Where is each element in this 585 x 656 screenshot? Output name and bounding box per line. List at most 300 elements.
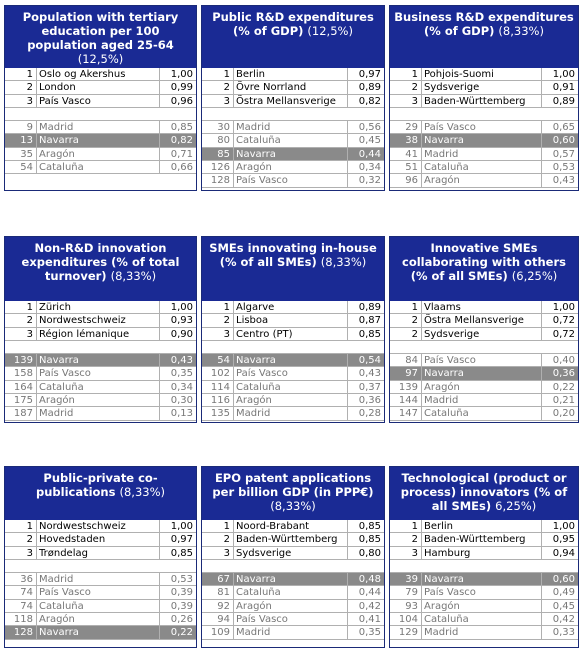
table-row <box>202 600 384 613</box>
rank-cell: 3 <box>202 328 234 340</box>
value-cell: 0,56 <box>358 122 381 134</box>
table-row <box>390 95 578 108</box>
indicator-panel <box>4 466 197 648</box>
rank-cell: 2 <box>390 81 422 93</box>
region-cell: Aragón <box>37 148 160 160</box>
region-cell: Trøndelag <box>37 547 160 559</box>
rank-cell: 97 <box>390 367 422 379</box>
region-cell: Centro (PT) <box>234 328 348 340</box>
value-cell: 0,36 <box>552 368 575 380</box>
indicator-title: Non-R&D innovation expenditures (% of total turnover) <box>21 241 180 283</box>
table-row <box>390 121 578 134</box>
rank-cell: 147 <box>390 407 422 419</box>
value-cell: 0,85 <box>358 534 381 546</box>
indicator-weight: (8,33%) <box>498 24 544 38</box>
table-row <box>390 381 578 394</box>
value-cell: 0,94 <box>552 547 575 559</box>
rank-cell: 2 <box>390 314 422 326</box>
value-cell: 1,00 <box>170 521 193 532</box>
value-cell: 0,26 <box>170 614 193 626</box>
rank-cell: 1 <box>202 68 234 80</box>
region-cell: País Vasco <box>234 174 348 186</box>
value-cell: 0,57 <box>552 148 575 160</box>
value-cell: 0,21 <box>552 395 575 407</box>
value-cell: 0,44 <box>358 587 381 599</box>
region-cell: Madrid <box>234 626 348 638</box>
rank-cell: 144 <box>390 394 422 406</box>
indicator-weight: (8,33%) <box>320 255 367 269</box>
region-cell: Zürich <box>37 301 160 313</box>
table-row <box>390 407 578 420</box>
table-row <box>202 547 384 560</box>
indicator-title: Population with tertiary education per 100 population aged 25-64 <box>22 10 179 52</box>
rank-cell: 175 <box>5 394 37 406</box>
table-row <box>5 600 196 613</box>
table-row <box>390 301 578 314</box>
rank-cell: 38 <box>390 134 422 146</box>
table-row <box>390 161 578 174</box>
rank-cell: 2 <box>202 314 234 326</box>
table-row <box>5 381 196 394</box>
value-cell: 1,00 <box>552 69 575 80</box>
region-cell: Navarra <box>37 354 160 366</box>
table-row <box>5 367 196 380</box>
rank-cell: 139 <box>390 381 422 393</box>
rank-cell: 67 <box>202 573 234 585</box>
ranking-table <box>202 301 384 421</box>
table-row <box>390 533 578 546</box>
table-row <box>202 174 384 187</box>
rank-cell: 1 <box>5 301 37 313</box>
region-cell: Övre Norrland <box>234 81 348 93</box>
region-cell: Cataluña <box>37 600 160 612</box>
table-row <box>5 547 196 560</box>
panel-title <box>5 237 196 301</box>
indicator-weight: (12,5%) <box>77 52 124 66</box>
rank-cell: 1 <box>390 68 422 80</box>
separator-row <box>390 560 578 573</box>
rank-cell: 74 <box>5 600 37 612</box>
table-row <box>5 533 196 546</box>
table-row <box>202 121 384 134</box>
rank-cell: 104 <box>390 613 422 625</box>
value-cell: 0,32 <box>358 175 381 187</box>
table-row-highlighted <box>390 573 578 586</box>
value-cell: 0,36 <box>358 395 381 407</box>
table-row <box>390 314 578 327</box>
rank-cell: 3 <box>390 547 422 559</box>
rank-cell: 54 <box>202 354 234 366</box>
region-cell: Navarra <box>37 626 160 638</box>
table-row <box>390 81 578 94</box>
separator-row <box>202 560 384 573</box>
region-cell: Hamburg <box>422 547 542 559</box>
indicator-panel <box>389 466 579 648</box>
region-cell: Aragón <box>234 600 348 612</box>
value-cell: 0,89 <box>358 302 381 313</box>
region-cell: Aragón <box>234 394 348 406</box>
indicator-weight: (8,33%) <box>270 499 316 513</box>
value-cell: 0,65 <box>552 122 575 134</box>
value-cell: 0,33 <box>552 627 575 639</box>
region-cell: Cataluña <box>422 407 542 419</box>
table-row <box>202 613 384 626</box>
value-cell: 0,72 <box>552 328 575 340</box>
region-cell: Baden-Württemberg <box>422 95 542 107</box>
indicator-weight: (8,33%) <box>110 269 157 283</box>
value-cell: 0,85 <box>170 122 193 134</box>
region-cell: País Vasco <box>37 586 160 598</box>
panel-title <box>202 467 384 520</box>
indicator-title: Public R&D expenditures (% of GDP) <box>212 10 374 38</box>
value-cell: 0,42 <box>552 614 575 626</box>
value-cell: 0,82 <box>170 135 193 147</box>
panel-title <box>390 237 578 301</box>
value-cell: 0,22 <box>552 381 575 393</box>
value-cell: 0,90 <box>170 328 193 340</box>
rank-cell: 80 <box>202 134 234 146</box>
value-cell: 0,20 <box>552 408 575 420</box>
table-row <box>5 81 196 94</box>
value-cell: 0,93 <box>170 315 193 327</box>
value-cell: 0,82 <box>358 95 381 107</box>
region-cell: Cataluña <box>234 134 348 146</box>
value-cell: 1,00 <box>552 521 575 532</box>
table-row <box>202 520 384 533</box>
table-row <box>5 95 196 108</box>
rank-cell: 126 <box>202 161 234 173</box>
separator-row <box>390 341 578 354</box>
rank-cell: 1 <box>5 68 37 80</box>
rank-cell: 54 <box>5 161 37 173</box>
rank-cell: 30 <box>202 121 234 133</box>
rank-cell: 2 <box>202 533 234 545</box>
region-cell: Sydsverige <box>234 547 348 559</box>
region-cell: Vlaams <box>422 301 542 313</box>
rank-cell: 118 <box>5 613 37 625</box>
rank-cell: 3 <box>5 95 37 107</box>
value-cell: 0,39 <box>170 587 193 599</box>
table-row <box>390 613 578 626</box>
table-row <box>202 68 384 81</box>
region-cell: Cataluña <box>37 161 160 173</box>
region-cell: Navarra <box>234 148 348 160</box>
separator-row <box>5 108 196 121</box>
rank-cell: 1 <box>390 301 422 313</box>
rank-cell: 128 <box>5 626 37 638</box>
value-cell: 0,97 <box>358 69 381 80</box>
table-row <box>202 626 384 639</box>
table-row <box>202 394 384 407</box>
table-row <box>5 121 196 134</box>
value-cell: 0,96 <box>170 95 193 107</box>
rank-cell: 84 <box>390 354 422 366</box>
indicator-panel <box>4 5 197 191</box>
table-row-highlighted <box>5 134 196 147</box>
table-row-highlighted <box>390 134 578 147</box>
rank-cell: 116 <box>202 394 234 406</box>
region-cell: Navarra <box>422 573 542 585</box>
ranking-table <box>5 68 196 174</box>
rank-cell: 39 <box>390 573 422 585</box>
rank-cell: 139 <box>5 354 37 366</box>
table-row <box>390 328 578 341</box>
rank-cell: 29 <box>390 121 422 133</box>
region-cell: Madrid <box>234 407 348 419</box>
region-cell: Hovedstaden <box>37 533 160 545</box>
value-cell: 0,97 <box>170 534 193 546</box>
rank-cell: 2 <box>5 533 37 545</box>
rank-cell: 51 <box>390 161 422 173</box>
indicator-panel <box>201 466 385 648</box>
value-cell: 0,35 <box>358 627 381 639</box>
table-row <box>5 613 196 626</box>
value-cell: 0,85 <box>358 328 381 340</box>
indicator-panel <box>201 236 385 423</box>
indicator-panel <box>4 236 197 423</box>
panel-title <box>390 467 578 520</box>
table-row <box>5 68 196 81</box>
table-row <box>390 586 578 599</box>
rank-cell: 2 <box>390 328 422 340</box>
table-row <box>202 407 384 420</box>
region-cell: Oslo og Akershus <box>37 68 160 80</box>
rank-cell: 35 <box>5 148 37 160</box>
rank-cell: 74 <box>5 586 37 598</box>
value-cell: 0,30 <box>170 395 193 407</box>
rank-cell: 1 <box>5 520 37 532</box>
ranking-table <box>5 301 196 421</box>
region-cell: Cataluña <box>234 586 348 598</box>
rank-cell: 81 <box>202 586 234 598</box>
table-row <box>390 174 578 187</box>
rank-cell: 2 <box>390 533 422 545</box>
table-row <box>5 586 196 599</box>
region-cell: Aragón <box>422 174 542 186</box>
rank-cell: 2 <box>5 81 37 93</box>
value-cell: 0,95 <box>552 534 575 546</box>
region-cell: Östra Mellansverige <box>234 95 348 107</box>
rank-cell: 9 <box>5 121 37 133</box>
indicator-panel <box>389 236 579 423</box>
region-cell: País Vasco <box>422 354 542 366</box>
table-row <box>390 354 578 367</box>
indicator-title: Public-private co-publications <box>35 471 158 499</box>
rank-cell: 187 <box>5 407 37 419</box>
region-cell: Sydsverige <box>422 328 542 340</box>
indicator-weight: (8,33%) <box>119 485 165 499</box>
region-cell: Pohjois-Suomi <box>422 68 542 80</box>
region-cell: Baden-Württemberg <box>234 533 348 545</box>
table-row-highlighted <box>5 626 196 639</box>
value-cell: 0,72 <box>552 315 575 327</box>
rank-cell: 3 <box>5 328 37 340</box>
value-cell: 0,99 <box>170 82 193 94</box>
value-cell: 0,35 <box>170 368 193 380</box>
indicator-title: Technological (product or process) innovators (% of all SMEs) <box>400 471 568 513</box>
region-cell: País Vasco <box>422 586 542 598</box>
region-cell: Berlin <box>234 68 348 80</box>
rank-cell: 1 <box>202 520 234 532</box>
rank-cell: 36 <box>5 573 37 585</box>
table-row <box>202 586 384 599</box>
region-cell: Madrid <box>234 121 348 133</box>
table-row-highlighted <box>202 148 384 161</box>
rank-cell: 114 <box>202 381 234 393</box>
region-cell: País Vasco <box>37 95 160 107</box>
region-cell: Algarve <box>234 301 348 313</box>
value-cell: 0,39 <box>170 600 193 612</box>
rank-cell: 158 <box>5 367 37 379</box>
table-row <box>202 81 384 94</box>
table-row <box>390 520 578 533</box>
region-cell: Aragón <box>37 394 160 406</box>
region-cell: London <box>37 81 160 93</box>
rank-cell: 1 <box>202 301 234 313</box>
value-cell: 0,53 <box>170 574 193 586</box>
region-cell: Madrid <box>37 407 160 419</box>
region-cell: Navarra <box>37 134 160 146</box>
indicator-title: SMEs innovating in-house (% of all SMEs) <box>209 241 377 269</box>
panel-title <box>5 467 196 520</box>
region-cell: Cataluña <box>422 613 542 625</box>
region-cell: Navarra <box>234 354 348 366</box>
value-cell: 0,89 <box>358 82 381 94</box>
region-cell: Nordwestschweiz <box>37 520 160 532</box>
rank-cell: 3 <box>202 547 234 559</box>
region-cell: Cataluña <box>422 161 542 173</box>
table-row <box>202 95 384 108</box>
table-row <box>202 314 384 327</box>
indicator-weight: (6,25%) <box>511 269 558 283</box>
separator-row <box>5 341 196 354</box>
separator-row <box>202 108 384 121</box>
region-cell: Sydsverige <box>422 81 542 93</box>
table-row <box>202 301 384 314</box>
region-cell: Aragón <box>37 613 160 625</box>
ranking-table <box>5 520 196 640</box>
value-cell: 0,34 <box>358 162 381 174</box>
ranking-table <box>390 301 578 421</box>
rank-cell: 2 <box>5 314 37 326</box>
table-row <box>5 573 196 586</box>
rank-cell: 93 <box>390 600 422 612</box>
value-cell: 0,48 <box>358 574 381 586</box>
indicator-panel <box>389 5 579 191</box>
ranking-table <box>202 520 384 640</box>
table-row <box>390 626 578 639</box>
table-row <box>5 301 196 314</box>
value-cell: 0,13 <box>170 408 193 420</box>
region-cell: Berlin <box>422 520 542 532</box>
table-row <box>5 314 196 327</box>
value-cell: 0,43 <box>170 355 193 367</box>
value-cell: 0,37 <box>358 381 381 393</box>
value-cell: 0,34 <box>170 381 193 393</box>
region-cell: País Vasco <box>234 613 348 625</box>
region-cell: Noord-Brabant <box>234 520 348 532</box>
rank-cell: 102 <box>202 367 234 379</box>
table-row <box>390 148 578 161</box>
indicator-title: EPO patent applications per billion GDP (in PPP€) <box>212 471 374 499</box>
table-row <box>5 407 196 420</box>
table-row <box>390 547 578 560</box>
value-cell: 0,45 <box>552 600 575 612</box>
value-cell: 0,43 <box>358 368 381 380</box>
value-cell: 0,42 <box>358 600 381 612</box>
region-cell: Cataluña <box>234 381 348 393</box>
ranking-table <box>202 68 384 188</box>
panel-title <box>202 237 384 301</box>
value-cell: 0,85 <box>170 547 193 559</box>
region-cell: Madrid <box>422 148 542 160</box>
value-cell: 0,53 <box>552 162 575 174</box>
table-row-highlighted <box>202 354 384 367</box>
table-row <box>5 161 196 174</box>
value-cell: 0,60 <box>552 574 575 586</box>
region-cell: País Vasco <box>234 367 348 379</box>
separator-row <box>390 108 578 121</box>
value-cell: 0,89 <box>552 95 575 107</box>
value-cell: 0,28 <box>358 408 381 420</box>
rank-cell: 96 <box>390 174 422 186</box>
rank-cell: 109 <box>202 626 234 638</box>
region-cell: Aragón <box>234 161 348 173</box>
value-cell: 0,22 <box>170 627 193 639</box>
region-cell: Madrid <box>37 121 160 133</box>
value-cell: 0,85 <box>358 521 381 532</box>
table-row <box>390 394 578 407</box>
rank-cell: 92 <box>202 600 234 612</box>
rank-cell: 41 <box>390 148 422 160</box>
value-cell: 0,49 <box>552 587 575 599</box>
rank-cell: 94 <box>202 613 234 625</box>
table-row-highlighted <box>390 367 578 380</box>
table-row <box>202 161 384 174</box>
value-cell: 0,43 <box>552 175 575 187</box>
rank-cell: 85 <box>202 148 234 160</box>
separator-row <box>5 560 196 573</box>
rank-cell: 135 <box>202 407 234 419</box>
indicator-title: Innovative SMEs collaborating with others (% of all SMEs) <box>402 241 566 283</box>
value-cell: 1,00 <box>552 302 575 313</box>
value-cell: 0,71 <box>170 148 193 160</box>
indicator-weight: 6,25%) <box>495 499 537 513</box>
rank-cell: 3 <box>5 547 37 559</box>
rank-cell: 3 <box>202 95 234 107</box>
rank-cell: 129 <box>390 626 422 638</box>
value-cell: 1,00 <box>170 302 193 313</box>
separator-row <box>202 341 384 354</box>
region-cell: País Vasco <box>37 367 160 379</box>
table-row <box>202 328 384 341</box>
rank-cell: 3 <box>390 95 422 107</box>
table-row <box>202 381 384 394</box>
rank-cell: 13 <box>5 134 37 146</box>
region-cell: Madrid <box>37 573 160 585</box>
table-row-highlighted <box>202 573 384 586</box>
region-cell: Région lémanique <box>37 328 160 340</box>
table-row <box>5 394 196 407</box>
value-cell: 0,60 <box>552 135 575 147</box>
region-cell: Baden-Württemberg <box>422 533 542 545</box>
region-cell: Navarra <box>422 134 542 146</box>
indicator-title: Business R&D expenditures (% of GDP) <box>394 10 574 38</box>
region-cell: Lisboa <box>234 314 348 326</box>
table-row <box>5 148 196 161</box>
region-cell: Madrid <box>422 626 542 638</box>
panel-title <box>390 6 578 68</box>
